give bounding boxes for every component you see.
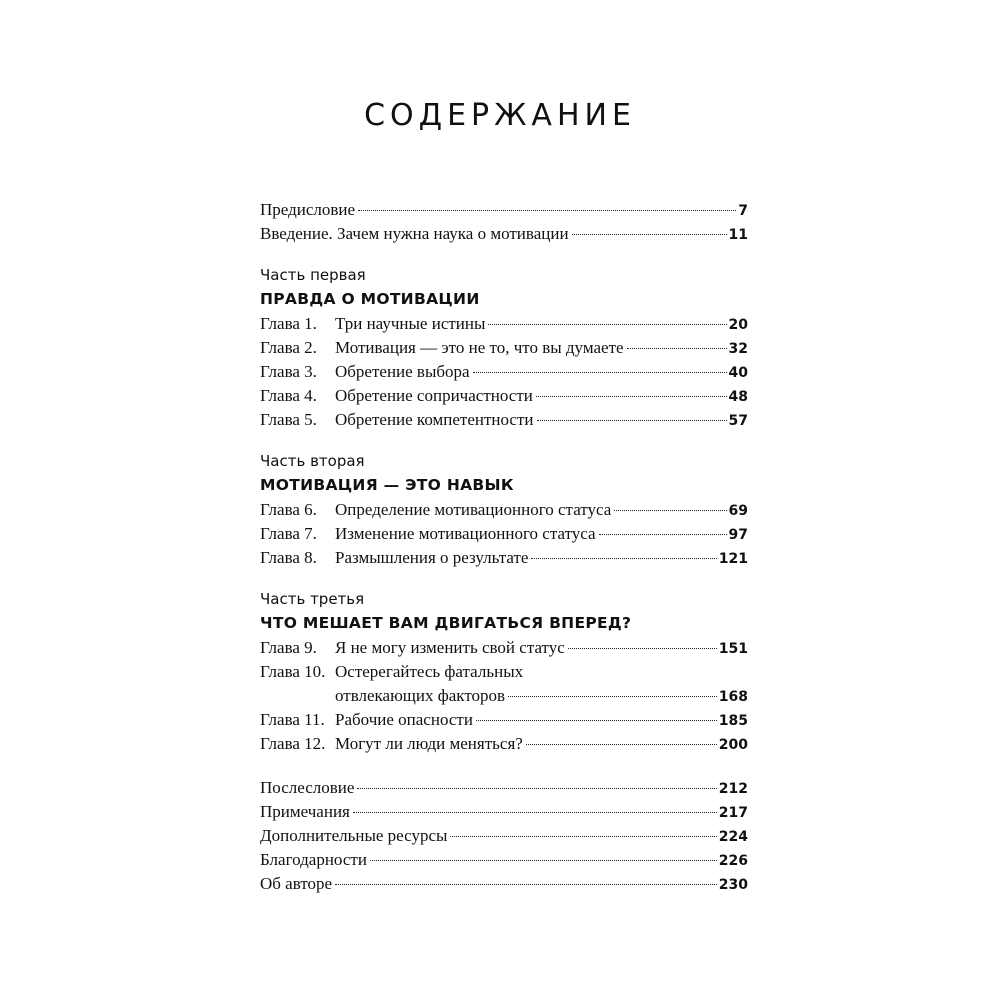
toc-entry-chapter-6[interactable]	[260, 498, 748, 522]
toc-entry-chapter-3[interactable]	[260, 360, 748, 384]
chapter-number: Глава 1.	[260, 314, 317, 333]
dot-leader	[508, 696, 717, 697]
dot-leader	[335, 884, 717, 885]
part-label: Часть третья	[260, 590, 365, 608]
chapter-number: Глава 9.	[260, 638, 317, 657]
part-label: Часть первая	[260, 266, 366, 284]
front-matter	[260, 198, 748, 246]
dot-leader	[357, 788, 716, 789]
entry-title: Предисловие	[260, 200, 356, 219]
entry-page-number: 32	[728, 341, 748, 357]
toc-entry-afterword[interactable]	[260, 776, 748, 800]
toc-entry-notes[interactable]	[260, 800, 748, 824]
chapter-number: Глава 5.	[260, 410, 317, 429]
entry-title: Я не могу изменить свой статус	[335, 638, 565, 657]
entry-page-number: 168	[718, 689, 748, 705]
chapter-number: Глава 6.	[260, 500, 317, 519]
dot-leader	[473, 372, 727, 373]
toc-entry-chapter-1[interactable]	[260, 312, 748, 336]
part-one	[260, 264, 748, 432]
toc-entry-chapter-11[interactable]	[260, 708, 748, 732]
entry-title: Введение. Зачем нужна наука о мотивации	[260, 224, 569, 243]
entry-title-line-1: Остерегайтесь фатальных	[335, 662, 524, 681]
toc-entry-preface[interactable]	[260, 198, 748, 222]
toc-entry-chapter-12[interactable]	[260, 732, 748, 756]
entry-page-number: 230	[718, 877, 748, 893]
entry-page-number: 224	[718, 829, 748, 845]
dot-leader	[526, 744, 717, 745]
dot-leader	[572, 234, 727, 235]
entry-title: Изменение мотивационного статуса	[335, 524, 596, 543]
entry-page-number: 217	[718, 805, 748, 821]
entry-title: Могут ли люди меняться?	[335, 734, 523, 753]
entry-page-number: 7	[738, 203, 748, 219]
entry-page-number: 97	[728, 527, 748, 543]
chapter-number: Глава 8.	[260, 548, 317, 567]
page-title: СОДЕРЖАНИЕ	[364, 98, 636, 133]
dot-leader	[358, 210, 736, 211]
entry-title: Послесловие	[260, 778, 355, 797]
dot-leader	[614, 510, 726, 511]
entry-page-number: 11	[728, 227, 748, 243]
entry-title: Обретение компетентности	[335, 410, 534, 429]
entry-page-number: 20	[728, 317, 748, 333]
toc-entry-about-author[interactable]	[260, 872, 748, 896]
dot-leader	[370, 860, 717, 861]
entry-page-number: 226	[718, 853, 748, 869]
entry-title: отвлекающих факторов	[335, 686, 506, 705]
part-two	[260, 450, 748, 570]
entry-title: Три научные истины	[335, 314, 486, 333]
toc-entry-introduction[interactable]	[260, 222, 748, 246]
toc-entry-chapter-9[interactable]	[260, 636, 748, 660]
dot-leader	[568, 648, 717, 649]
dot-leader	[536, 396, 727, 397]
entry-title: Благодарности	[260, 850, 367, 869]
part-three	[260, 588, 748, 756]
entry-title: Размышления о результате	[335, 548, 529, 567]
entry-first-line	[260, 660, 748, 684]
entry-title: Обретение выбора	[335, 362, 470, 381]
entry-page-number: 151	[718, 641, 748, 657]
dot-leader	[627, 348, 727, 349]
toc-entry-chapter-5[interactable]	[260, 408, 748, 432]
entry-page-number: 185	[718, 713, 748, 729]
entry-page-number: 212	[718, 781, 748, 797]
part-title: ЧТО МЕШАЕТ ВАМ ДВИГАТЬСЯ ВПЕРЕД?	[260, 614, 632, 632]
entry-page-number: 57	[728, 413, 748, 429]
toc-entry-chapter-7[interactable]	[260, 522, 748, 546]
chapter-number: Глава 12.	[260, 734, 326, 753]
part-label: Часть вторая	[260, 452, 365, 470]
chapter-number: Глава 7.	[260, 524, 317, 543]
entry-page-number: 121	[718, 551, 748, 567]
entry-title: Определение мотивационного статуса	[335, 500, 612, 519]
entry-title: Мотивация — это не то, что вы думаете	[335, 338, 624, 357]
chapter-number: Глава 11.	[260, 710, 325, 729]
toc-entry-chapter-2[interactable]	[260, 336, 748, 360]
chapter-number: Глава 2.	[260, 338, 317, 357]
dot-leader	[450, 836, 716, 837]
dot-leader	[531, 558, 716, 559]
toc-entry-resources[interactable]	[260, 824, 748, 848]
entry-page-number: 40	[728, 365, 748, 381]
dot-leader	[599, 534, 727, 535]
entry-page-number: 69	[728, 503, 748, 519]
part-title: МОТИВАЦИЯ — ЭТО НАВЫК	[260, 476, 514, 494]
entry-title: Об авторе	[260, 874, 333, 893]
chapter-number: Глава 3.	[260, 362, 317, 381]
entry-title: Примечания	[260, 802, 350, 821]
toc-entry-chapter-4[interactable]	[260, 384, 748, 408]
entry-page-number: 48	[728, 389, 748, 405]
table-of-contents	[260, 198, 748, 896]
toc-entry-chapter-10[interactable]	[260, 660, 748, 708]
chapter-number: Глава 10.	[260, 662, 326, 681]
dot-leader	[353, 812, 717, 813]
entry-title: Рабочие опасности	[335, 710, 473, 729]
back-matter	[260, 776, 748, 896]
dot-leader	[476, 720, 717, 721]
toc-entry-acknowledgements[interactable]	[260, 848, 748, 872]
chapter-number: Глава 4.	[260, 386, 317, 405]
entry-title: Дополнительные ресурсы	[260, 826, 448, 845]
part-title: ПРАВДА О МОТИВАЦИИ	[260, 290, 480, 308]
dot-leader	[488, 324, 726, 325]
dot-leader	[537, 420, 727, 421]
toc-entry-chapter-8[interactable]	[260, 546, 748, 570]
entry-page-number: 200	[718, 737, 748, 753]
entry-second-line	[260, 684, 748, 708]
entry-title: Обретение сопричастности	[335, 386, 533, 405]
